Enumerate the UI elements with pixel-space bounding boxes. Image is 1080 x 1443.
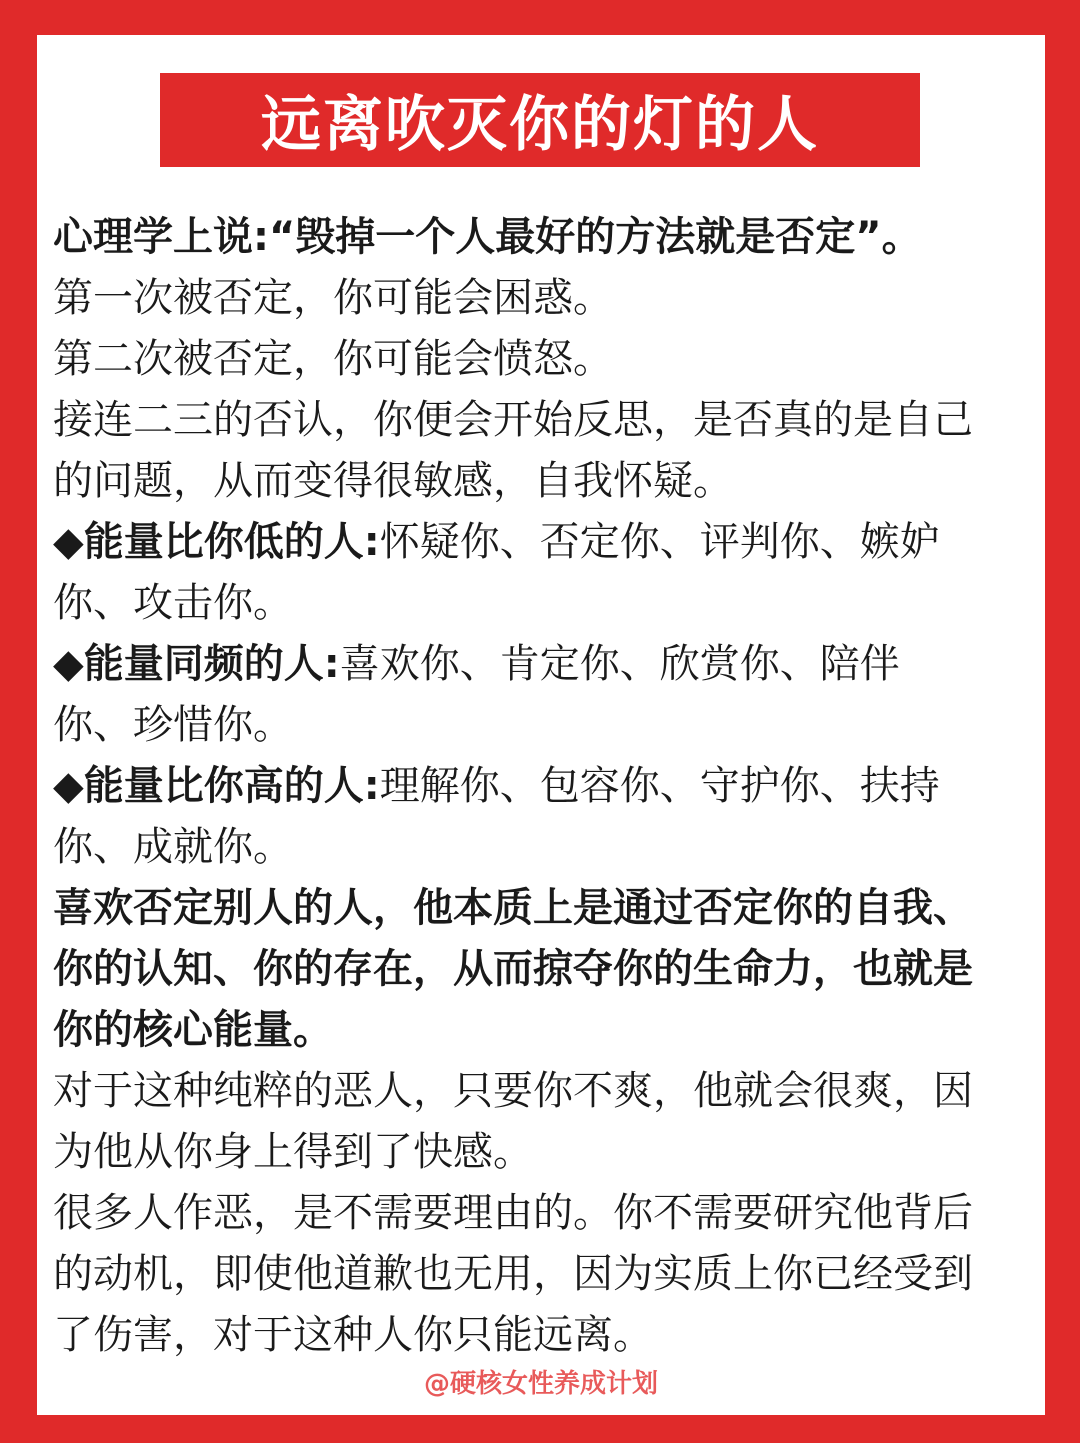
text-line: 对于这种纯粹的恶人，只要你不爽，他就会很爽，因: [53, 1068, 973, 1114]
article-body: [53, 207, 1028, 1366]
text-line: 喜欢否定别人的人，他本质上是通过否定你的自我、: [53, 885, 973, 931]
text-line: 你、珍惜你。: [53, 702, 293, 748]
text-line: 很多人作恶，是不需要理由的。你不需要研究他背后: [53, 1190, 973, 1236]
text-line: ◆能量比你低的人:怀疑你、否定你、评判你、嫉妒: [53, 519, 940, 565]
page-title: 远离吹灭你的灯的人: [261, 90, 819, 160]
text-line: 了伤害，对于这种人你只能远离。: [53, 1312, 653, 1358]
bullet-lead: ◆能量比你高的人:: [53, 763, 380, 809]
text-line: 第二次被否定，你可能会愤怒。: [53, 336, 613, 382]
text-line: 接连二三的否认，你便会开始反思，是否真的是自己: [53, 397, 973, 443]
author-watermark: @硬核女性养成计划: [423, 1369, 658, 1399]
bullet-lead: ◆能量比你低的人:: [53, 519, 380, 565]
text-line: 你、成就你。: [53, 824, 293, 870]
text-line: 的动机，即使他道歉也无用，因为实质上你已经受到: [53, 1251, 973, 1297]
text-line: ◆能量比你高的人:理解你、包容你、守护你、扶持: [53, 763, 940, 809]
page-card: [37, 35, 1045, 1415]
text-line: 你的核心能量。: [53, 1007, 333, 1053]
text-line: 第一次被否定，你可能会困惑。: [53, 275, 613, 321]
text-line: 你的认知、你的存在，从而掠夺你的生命力，也就是: [53, 946, 973, 992]
text-line: 你、攻击你。: [53, 580, 293, 626]
text-line: 的问题，从而变得很敏感，自我怀疑。: [53, 458, 733, 504]
bullet-lead: ◆能量同频的人:: [53, 641, 340, 687]
title-banner: [160, 73, 920, 167]
text-line: ◆能量同频的人:喜欢你、肯定你、欣赏你、陪伴: [53, 641, 900, 687]
text-line: 为他从你身上得到了快感。: [53, 1129, 533, 1175]
text-line: 心理学上说:“毁掉一个人最好的方法就是否定”。: [53, 214, 922, 260]
